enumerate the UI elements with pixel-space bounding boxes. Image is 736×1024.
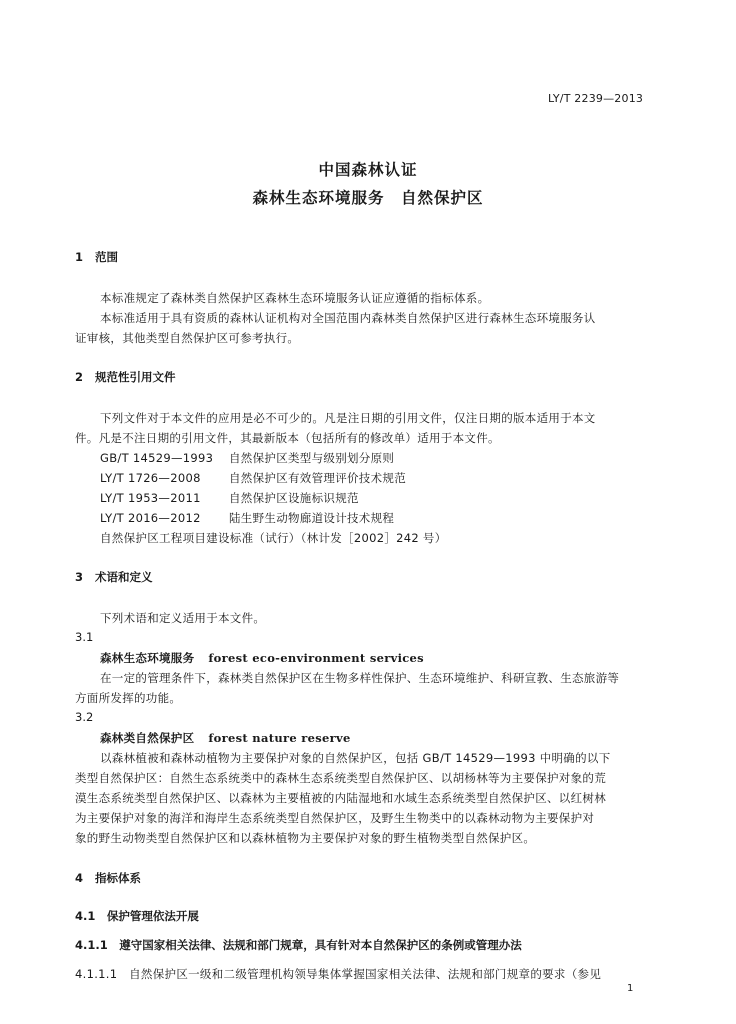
- section-4-heading: [75, 870, 141, 886]
- reference-code: LY/T 1726—2008: [100, 471, 201, 485]
- section-number: 1: [75, 250, 84, 264]
- term-definition-line: 以森林植被和森林动植物为主要保护对象的自然保护区，包括 GB/T 14529—1993 中明确的以下: [100, 751, 611, 765]
- section-title: 范围: [95, 250, 118, 264]
- reference-code: GB/T 14529—1993: [100, 451, 214, 465]
- reference-item: [100, 490, 359, 506]
- reference-code: LY/T 2016—2012: [100, 511, 201, 525]
- section-3-intro: 下列术语和定义适用于本文件。: [100, 611, 266, 625]
- reference-title: 自然保护区设施标识规范: [229, 491, 359, 505]
- term-definition-line: 方面所发挥的功能。: [75, 691, 182, 705]
- reference-code: LY/T 1953—2011: [100, 491, 201, 505]
- reference-item: [100, 470, 406, 486]
- section-number: 4: [75, 871, 84, 885]
- term-name: [100, 650, 424, 666]
- term-en: forest nature reserve: [208, 731, 351, 745]
- subsection-heading: 4.1 保护管理依法开展: [75, 909, 199, 923]
- section-title: 术语和定义: [95, 570, 153, 584]
- term-name: [100, 730, 351, 746]
- reference-item: [100, 450, 394, 466]
- section-1-para1: 本标准规定了森林类自然保护区森林生态环境服务认证应遵循的指标体系。: [100, 291, 490, 305]
- section-number: 3: [75, 570, 84, 584]
- term-definition-line: 类型自然保护区：自然生态系统类中的森林生态系统类型自然保护区、以胡杨林等为主要保护对象的荒: [75, 771, 606, 785]
- term-number: 3.2: [75, 710, 94, 724]
- clause-text: 4.1.1.1 自然保护区一级和二级管理机构领导集体掌握国家相关法律、法规和部门规章的要求（参见: [75, 967, 602, 981]
- term-en: forest eco-environment services: [208, 651, 424, 665]
- section-number: 2: [75, 370, 84, 384]
- section-2-intro-line1: 下列文件对于本文件的应用是必不可少的。凡是注日期的引用文件，仅注日期的版本适用于本文: [100, 411, 596, 425]
- standard-code: LY/T 2239—2013: [548, 92, 644, 105]
- subsection-heading: 4.1.1 遵守国家相关法律、法规和部门规章，具有针对本自然保护区的条例或管理办法: [75, 938, 522, 952]
- page-number: 1: [627, 983, 634, 994]
- term-number: 3.1: [75, 630, 94, 644]
- doc-title-line1: 中国森林认证: [318, 161, 418, 179]
- section-3-heading: [75, 569, 153, 585]
- term-definition-line: 为主要保护对象的海洋和海岸生态系统类型自然保护区，及野生生物类中的以森林动物为主要保护对: [75, 811, 595, 825]
- reference-item: [100, 510, 394, 526]
- section-title: 规范性引用文件: [95, 370, 176, 384]
- section-2-intro-line2: 件。凡是不注日期的引用文件，其最新版本（包括所有的修改单）适用于本文件。: [75, 431, 500, 445]
- reference-title: 自然保护区类型与级别划分原则: [229, 451, 395, 465]
- section-1-para2-line1: 本标准适用于具有资质的森林认证机构对全国范围内森林类自然保护区进行森林生态环境服务认: [100, 311, 596, 325]
- section-2-heading: [75, 369, 176, 385]
- term-definition-line: 在一定的管理条件下，森林类自然保护区在生物多样性保护、生态环境维护、科研宣教、生态旅游等: [100, 671, 620, 685]
- doc-title-line2: 森林生态环境服务 自然保护区: [252, 189, 484, 207]
- section-1-heading: [75, 249, 118, 265]
- term-definition-line: 漠生态系统类型自然保护区、以森林为主要植被的内陆湿地和水域生态系统类型自然保护区、以红树林: [75, 791, 606, 805]
- section-title: 指标体系: [95, 871, 141, 885]
- term-cn: 森林类自然保护区: [100, 731, 195, 745]
- term-definition-line: 象的野生动物类型自然保护区和以森林植物为主要保护对象的野生植物类型自然保护区。: [75, 831, 536, 845]
- section-1-para2-line2: 证审核，其他类型自然保护区可参考执行。: [75, 331, 300, 345]
- term-cn: 森林生态环境服务: [100, 651, 195, 665]
- reference-title: 自然保护区有效管理评价技术规范: [229, 471, 406, 485]
- reference-title: 陆生野生动物廊道设计技术规程: [229, 511, 395, 525]
- reference-extra: 自然保护区工程项目建设标准（试行）（林计发［2002］242 号）: [100, 531, 447, 545]
